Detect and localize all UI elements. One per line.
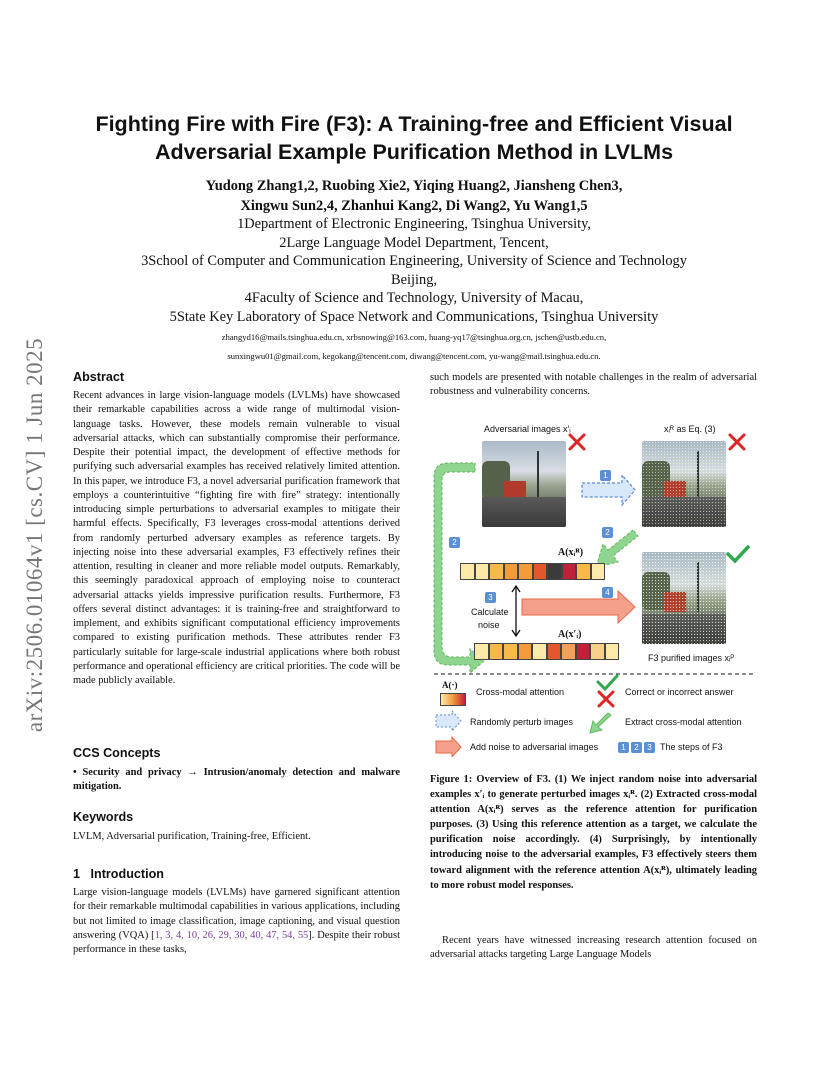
- attention-adversarial-cell: [605, 643, 620, 660]
- attention-reference-cell: [591, 563, 606, 580]
- legend-extract-label: Extract cross-modal attention: [625, 717, 742, 727]
- label-adversarial-images: Adversarial images x′ᵢ: [484, 424, 571, 434]
- ccs-heading: CCS Concepts: [73, 746, 161, 760]
- label-purified-images: F3 purified images xᵢᴾ: [648, 653, 735, 663]
- label-attention-reference: A(xᵢᴿ): [558, 547, 584, 558]
- authors-line-2: Xingwu Sun2,4, Zhanhui Kang2, Di Wang2, Yu Wang1,5: [240, 198, 588, 214]
- attention-reference-cell: [576, 563, 591, 580]
- legend-add-noise-arrow: [436, 737, 461, 757]
- label-noise: noise: [478, 620, 500, 630]
- legend-step-2: 2: [631, 742, 642, 753]
- affiliation-3: 3School of Computer and Communication Engineering, University of Science and Technology: [141, 253, 687, 270]
- legend-step-1: 1: [618, 742, 629, 753]
- affiliations: [60, 215, 768, 327]
- legend-attention-label: Cross-modal attention: [476, 687, 565, 697]
- author-list: [60, 176, 768, 216]
- citation-links[interactable]: 1, 3, 4, 10, 26, 29, 30, 40, 47, 54, 55: [154, 929, 309, 941]
- legend-perturb-arrow: [436, 711, 461, 731]
- attention-reference-cell: [460, 563, 475, 580]
- caption-text: Overview of F3. (1) We inject random noise into adversarial examples x′ᵢ to generate perturbed images xᵢᴿ. (2) Extracted cross-modal attention A(xᵢᴿ) serves as the reference attention for purification purposes. (3) Using this reference attention as a target, we calculate the purification noise accordingly. (4) Surprisingly, by intentionally introducing noise to the adversarial examples, F3 effectively steers them toward alignment with the reference attention A(xᵢᴿ), ultimately leading to more robust model responses.: [430, 774, 757, 891]
- arxiv-id-text: arXiv:2506.01064v1 [cs.CV] 1 Jun 2025: [22, 337, 47, 733]
- col2-top-text: such models are presented with notable challenges in the realm of adversarial robustness and vulnerability concerns.: [430, 372, 757, 398]
- legend-check-icon: [598, 676, 617, 689]
- attention-reference-cell: [547, 563, 562, 580]
- authors-line-1: Yudong Zhang1,2, Ruobing Xie2, Yiqing Huang2, Jiansheng Chen3,: [205, 178, 623, 194]
- attention-adversarial-cell: [561, 643, 576, 660]
- attention-adversarial-cell: [590, 643, 605, 660]
- attention-reference-cell: [562, 563, 577, 580]
- title-line-2: Adversarial Example Purification Method in LVLMs: [154, 140, 674, 164]
- legend-cross-icon: [599, 692, 613, 706]
- legend-add-noise-label: Add noise to adversarial images: [470, 742, 599, 752]
- abstract-text: Recent advances in large vision-language models (LVLMs) have showcased their remarkable capabilities across a wide range of multimodal vision-language tasks. However, these models remain vulnerable to visual adversarial attacks, which can substantially compromise their performance. Despite their potential impact, the development of effective methods for purifying such adversarial examples has received relatively limited attention. In this paper, we introduce F3, a novel adversarial purification framework that employs a counterintuitive “fighting fire with fire” strategy: intentionally introducing simple perturbations to adversarial examples to mitigate their harmful effects. Specifically, F3 leverages cross-modal attentions derived from randomly perturbed adversary examples as reference targets. By injecting noise into these adversarial examples, F3 effectively refines their attention, resulting in cleaner and more reliable model outputs. Remarkably, this seemingly paradoxical approach of employing noise to counteract adversarial attacks yields impressive purification results. Furthermore, F3 offers several distinct advantages: it is training-free and straightforward to implement, and exhibits significant computational efficiency improvements compared to existing purification methods. These attributes render F3 particularly suitable for large-scale industrial applications where both robust performance and operational efficiency are critical priorities. The code will be made publicly available.: [73, 390, 400, 686]
- legend-extract-arrow: [590, 713, 611, 733]
- attention-adversarial-cell: [503, 643, 518, 660]
- figure-arrows: [430, 417, 757, 757]
- affiliation-5: 5State Key Laboratory of Space Network and Communications, Tsinghua University: [169, 308, 659, 325]
- add-noise-arrow: [522, 591, 635, 623]
- paper-title: [60, 110, 768, 166]
- attention-adversarial-cell: [547, 643, 562, 660]
- legend-step-3: 3: [644, 742, 655, 753]
- legend-attention-swatch: [440, 693, 466, 706]
- correct-mark-icon: [728, 547, 748, 561]
- col2-bottom-text: Recent years have witnessed increasing research attention focused on adversarial attacks targeting Large Language Models: [430, 935, 757, 961]
- legend-correct-label: Correct or incorrect answer: [625, 687, 734, 697]
- attention-adversarial-cell: [518, 643, 533, 660]
- section-heading-introduction: [73, 867, 400, 881]
- author-emails: [60, 328, 768, 366]
- legend-steps-label: The steps of F3: [660, 742, 723, 752]
- affiliation-1: 1Department of Electronic Engineering, Tsinghua University,: [237, 216, 591, 232]
- attention-reference-cell: [504, 563, 519, 580]
- affiliation-2: 2Large Language Model Department, Tencent,: [279, 234, 549, 251]
- step-badge-2: 2: [602, 527, 613, 538]
- attention-reference-cell: [518, 563, 533, 580]
- emails-line-1: zhangyd16@mails.tsinghua.edu.cn, xrbsnowing@163.com, huang-yq17@tsinghua.org.cn, jschen@ustb.edu.cn,: [221, 332, 607, 342]
- figure-1: [430, 417, 757, 757]
- attention-reference-cell: [475, 563, 490, 580]
- step-badge-3: 3: [485, 592, 496, 603]
- attention-adversarial-cell: [489, 643, 504, 660]
- step-badge-2-left: 2: [449, 537, 460, 548]
- attention-adversarial-cell: [474, 643, 489, 660]
- attention-bar-adversarial: [474, 643, 620, 660]
- ccs-text: • Security and privacy → Intrusion/anomaly detection and malware mitigation.: [73, 767, 400, 793]
- abstract-heading: Abstract: [73, 370, 125, 384]
- caption-label: Figure 1:: [430, 774, 473, 785]
- attention-adversarial-cell: [576, 643, 591, 660]
- affiliation-3-cont: Beijing,: [391, 271, 437, 288]
- intro-text-after: ]. Despite their robust performance in these tasks,: [73, 929, 400, 955]
- label-perturbed-images: xᵢᴿ as Eq. (3): [664, 424, 716, 434]
- arxiv-identifier: [20, 300, 50, 770]
- affiliation-4: 4Faculty of Science and Technology, University of Macau,: [244, 290, 584, 307]
- attention-reference-cell: [533, 563, 548, 580]
- attention-adversarial-cell: [532, 643, 547, 660]
- keywords-text: LVLM, Adversarial purification, Training-free, Efficient.: [73, 831, 311, 842]
- attention-reference-cell: [489, 563, 504, 580]
- incorrect-mark-icon: [570, 435, 744, 449]
- step-badge-4: 4: [602, 587, 613, 598]
- legend-perturb-label: Randomly perturb images: [470, 717, 574, 727]
- keywords-heading: Keywords: [73, 810, 134, 824]
- calculate-noise-arrow: [512, 586, 520, 636]
- intro-paragraph: [73, 886, 400, 957]
- figure-caption: [430, 772, 757, 893]
- intro-text-before: Large vision-language models (LVLMs) have garnered significant attention for their remarkable multimodal capabilities in various applications, including but not limited to image classification, image captioning, and visual question answering (VQA) [: [73, 887, 400, 941]
- legend-attention-symbol: A(·): [442, 680, 458, 690]
- step-badge-1: 1: [600, 470, 611, 481]
- section-number: 1: [73, 867, 81, 881]
- emails-line-2: sunxingwu01@gmail.com, kegokang@tencent.com, diwang@tencent.com, yu-wang@mail.tsinghua.edu.cn.: [227, 351, 601, 361]
- title-line-1: Fighting Fire with Fire (F3): A Training-free and Efficient Visual: [95, 112, 733, 136]
- label-calculate: Calculate: [471, 607, 509, 617]
- label-attention-adversarial: A(x′ᵢ): [558, 629, 582, 640]
- attention-bar-reference: [460, 563, 606, 580]
- section-title: Introduction: [90, 867, 164, 881]
